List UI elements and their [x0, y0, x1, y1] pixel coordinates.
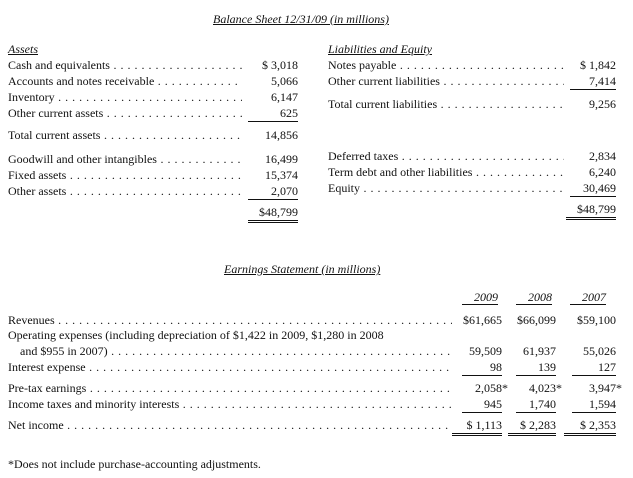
- assets-row-label: Accounts and notes receivable . . .: [8, 74, 242, 88]
- total-assets-value: $48,799: [248, 205, 298, 223]
- earnings-row-label-continued: and $955 in 2007) . . .: [20, 344, 452, 358]
- assets-row-value: 2,070: [271, 184, 298, 198]
- assets-row-value: $ 3,018: [262, 58, 298, 72]
- earnings-row-label: Net income . . .: [8, 418, 452, 432]
- earnings-value: $59,100: [577, 313, 616, 327]
- subtotal-rule: [516, 375, 556, 376]
- year-header: 2007: [570, 290, 606, 305]
- liabilities-row-value: 2,834: [589, 149, 616, 163]
- year-header: 2008: [516, 290, 552, 305]
- year-header: 2009: [462, 290, 498, 305]
- assets-row-label: Inventory . . .: [8, 90, 242, 104]
- liabilities-row-value: 30,469: [583, 181, 616, 195]
- total-current-liabilities-value: 9,256: [589, 97, 616, 111]
- earnings-value: 61,937: [523, 344, 556, 358]
- earnings-value: 59,509: [469, 344, 502, 358]
- balance-sheet-title: Balance Sheet 12/31/09 (in millions): [213, 12, 389, 26]
- assets-row-label: Fixed assets . . .: [8, 168, 242, 182]
- net-income-value: $ 2,353: [564, 418, 616, 436]
- earnings-value: 98: [490, 360, 502, 374]
- total-current-liabilities-label: Total current liabilities . . .: [328, 97, 564, 111]
- subtotal-rule: [462, 375, 502, 376]
- assets-heading: Assets: [8, 42, 38, 56]
- earnings-value: $66,099: [517, 313, 556, 327]
- total-current-assets-value: 14,856: [265, 128, 298, 142]
- liabilities-row-label: Other current liabilities . . .: [328, 74, 564, 88]
- subtotal-rule: [572, 375, 616, 376]
- total-current-assets-label: Total current assets . . .: [8, 128, 242, 142]
- liabilities-heading: Liabilities and Equity: [328, 42, 432, 56]
- assets-row-value: 16,499: [265, 152, 298, 166]
- assets-row-value: 625: [280, 106, 298, 120]
- earnings-row-label: Operating expenses (including depreciation of $1,422 in 2009, $1,280 in 2008: [8, 328, 384, 342]
- assets-row-label: Goodwill and other intangibles . . .: [8, 152, 242, 166]
- earnings-value: 3,947*: [589, 381, 622, 395]
- net-income-value: $ 2,283: [508, 418, 556, 436]
- subtotal-rule: [572, 412, 616, 413]
- earnings-value: 139: [538, 360, 556, 374]
- subtotal-rule: [570, 89, 616, 90]
- earnings-value: 2,058*: [475, 381, 508, 395]
- liabilities-row-value: 6,240: [589, 165, 616, 179]
- earnings-value: 945: [484, 397, 502, 411]
- earnings-row-label: Pre-tax earnings . . .: [8, 381, 452, 395]
- liabilities-row-label: Notes payable . . .: [328, 58, 564, 72]
- subtotal-rule: [248, 199, 298, 200]
- liabilities-row-label: Term debt and other liabilities . . .: [328, 165, 564, 179]
- assets-row-label: Other current assets . . .: [8, 106, 242, 120]
- total-liabilities-equity-value: $48,799: [566, 202, 616, 220]
- assets-row-label: Other assets . . .: [8, 184, 242, 198]
- liabilities-row-label: Equity . . .: [328, 181, 564, 195]
- earnings-row-label: Income taxes and minority interests . . .: [8, 397, 452, 411]
- earnings-row-label: Interest expense . . .: [8, 360, 452, 374]
- footnote: *Does not include purchase-accounting adjustments.: [8, 457, 261, 471]
- earnings-row-label: Revenues . . .: [8, 313, 452, 327]
- assets-row-value: 5,066: [271, 74, 298, 88]
- earnings-value: 55,026: [583, 344, 616, 358]
- earnings-value: 4,023*: [529, 381, 562, 395]
- earnings-value: 1,740: [529, 397, 556, 411]
- subtotal-rule: [516, 412, 556, 413]
- assets-row-label: Cash and equivalents . . .: [8, 58, 242, 72]
- earnings-value: $61,665: [463, 313, 502, 327]
- net-income-value: $ 1,113: [452, 418, 502, 436]
- earnings-value: 1,594: [589, 397, 616, 411]
- liabilities-row-value: $ 1,842: [580, 58, 616, 72]
- subtotal-rule: [570, 196, 616, 197]
- liabilities-row-value: 7,414: [589, 74, 616, 88]
- subtotal-rule: [462, 412, 502, 413]
- liabilities-row-label: Deferred taxes . . .: [328, 149, 564, 163]
- assets-row-value: 15,374: [265, 168, 298, 182]
- subtotal-rule: [248, 121, 298, 122]
- assets-row-value: 6,147: [271, 90, 298, 104]
- earnings-value: 127: [598, 360, 616, 374]
- earnings-statement-title: Earnings Statement (in millions): [224, 262, 381, 276]
